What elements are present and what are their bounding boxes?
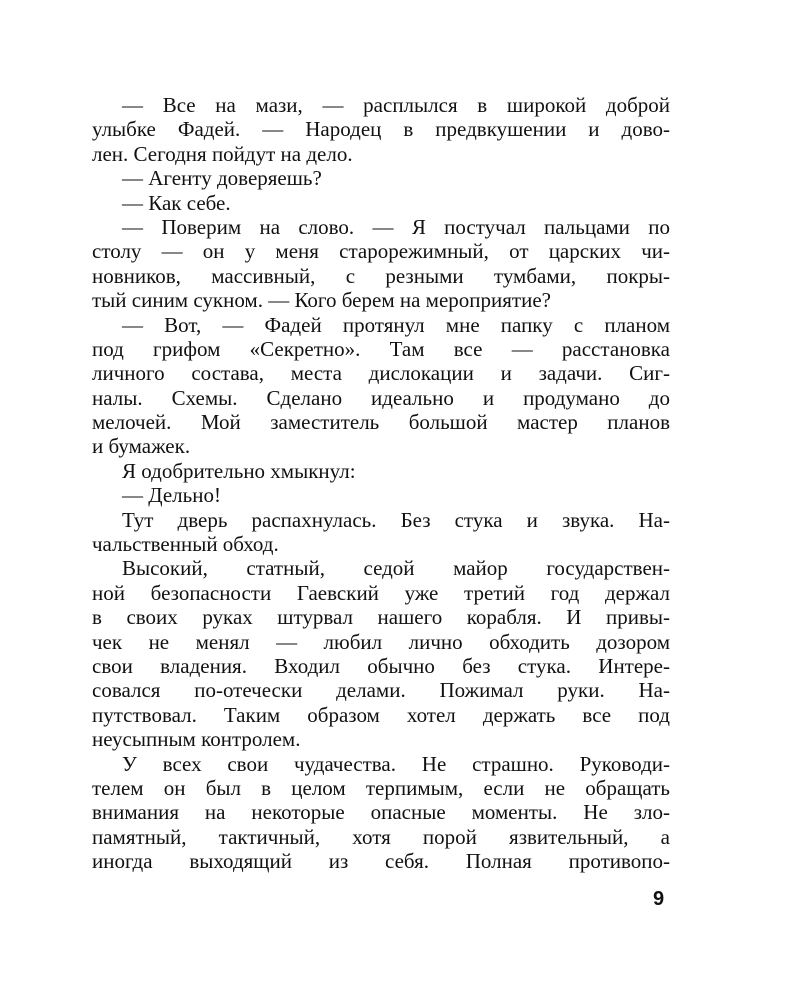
text-line: — Поверим на слово. — Я постучал пальцами по bbox=[122, 214, 670, 239]
text-line: иногда выходящий из себя. Полная противопо- bbox=[92, 849, 670, 874]
text-line: чек не менял — любил лично обходить дозором bbox=[92, 629, 670, 654]
text-line: — Все на мази, — расплылся в широкой доброй bbox=[122, 93, 670, 117]
page-number: 9 bbox=[653, 888, 665, 910]
text-line: У всех свои чудачества. Не страшно. Руководи- bbox=[122, 751, 670, 776]
body-text bbox=[92, 93, 670, 874]
text-line: Я одобрительно хмыкнул: bbox=[122, 458, 356, 483]
text-line: — Агенту доверяешь? bbox=[122, 166, 322, 191]
text-line: свои владения. Входил обычно без стука. Интере- bbox=[92, 653, 670, 678]
text-line: — Как себе. bbox=[122, 190, 231, 215]
text-line: лен. Сегодня пойдут на дело. bbox=[92, 141, 353, 166]
text-line: чальственный обход. bbox=[92, 532, 279, 557]
text-line: — Дельно! bbox=[122, 483, 221, 508]
text-line: внимания на некоторые опасные моменты. Не зло- bbox=[92, 800, 670, 825]
text-line: тый синим сукном. — Кого берем на мероприятие? bbox=[92, 288, 551, 313]
text-line: — Вот, — Фадей протянул мне папку с планом bbox=[122, 312, 670, 337]
text-line: совался по-отечески делами. Пожимал руки. На- bbox=[92, 678, 670, 703]
text-line: личного состава, места дислокации и задачи. Сиг- bbox=[92, 361, 670, 386]
text-line: под грифом «Секретно». Там все — расстановка bbox=[92, 336, 670, 361]
text-line: неусыпным контролем. bbox=[92, 727, 301, 752]
text-line: мелочей. Мой заместитель большой мастер планов bbox=[92, 410, 670, 435]
text-line: и бумажек. bbox=[92, 434, 191, 459]
text-line: памятный, тактичный, хотя порой язвительный, а bbox=[92, 824, 670, 849]
text-line: новников, массивный, с резными тумбами, покры- bbox=[92, 263, 670, 288]
text-line: в своих руках штурвал нашего корабля. И привы- bbox=[92, 605, 670, 630]
text-line: Высокий, статный, седой майор государствен- bbox=[122, 556, 670, 581]
text-line: Тут дверь распахнулась. Без стука и звука. На- bbox=[122, 507, 670, 532]
text-line: столу — он у меня старорежимный, от царских чи- bbox=[92, 239, 670, 264]
text-line: телем он был в целом терпимым, если не обращать bbox=[92, 775, 670, 800]
text-line: улыбке Фадей. — Народец в предвкушении и дово- bbox=[92, 117, 670, 142]
text-line: путствовал. Таким образом хотел держать все под bbox=[92, 702, 670, 727]
text-line: ной безопасности Гаевский уже третий год держал bbox=[92, 580, 670, 605]
text-line: налы. Схемы. Сделано идеально и продумано до bbox=[92, 385, 670, 410]
